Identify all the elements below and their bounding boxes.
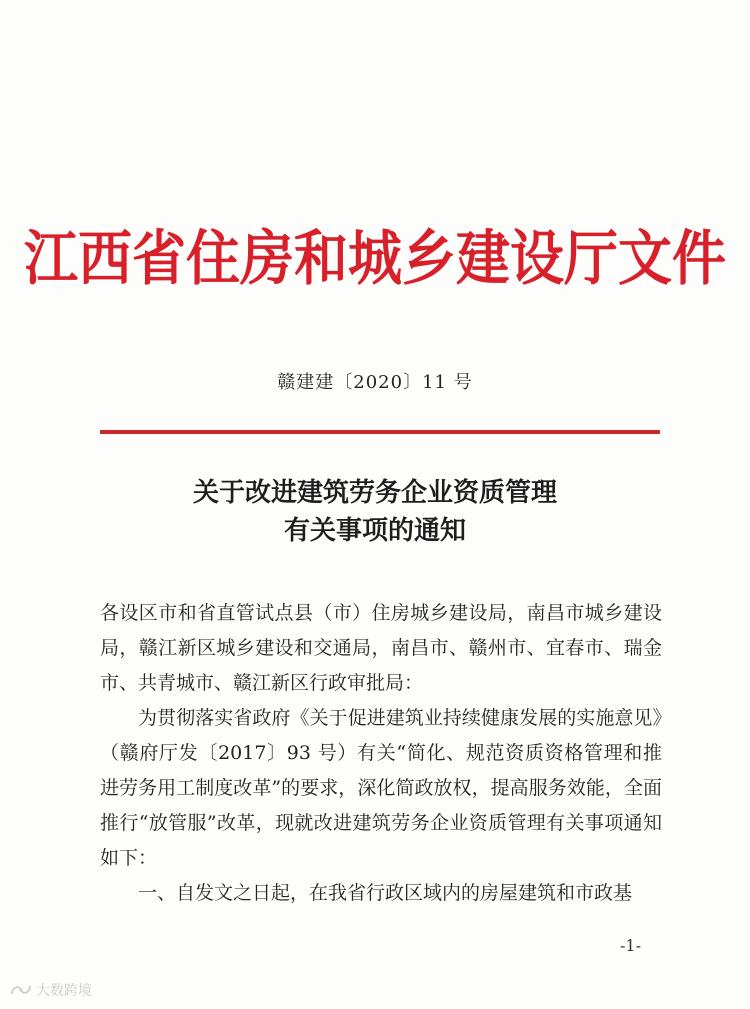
watermark xyxy=(10,980,92,1000)
notice-title xyxy=(0,474,750,550)
issuing-authority-title: 江西省住房和城乡建设厅文件 xyxy=(24,222,726,294)
watermark-logo-icon xyxy=(10,983,32,997)
notice-title-line-1: 关于改进建筑劳务企业资质管理 xyxy=(192,478,557,508)
addressees-paragraph: 各设区市和省直管试点县（市）住房城乡建设局，南昌市城乡建设局，赣江新区城乡建设和交通局，南昌市、赣州市、宜春市、瑞金市、共青城市、赣江新区行政审批局： xyxy=(100,602,662,694)
document-number: 赣建建〔2020〕11 号 xyxy=(277,372,473,393)
body-paragraph-1: 为贯彻落实省政府《关于促进建筑业持续健康发展的实施意见》（赣府厅发〔2017〕93 号）有关“简化、规范资质资格管理和推进劳务用工制度改革”的要求，深化简政放权，提高服务效能，全面推行“放管服”改革，现就改进建筑劳务企业资质管理有关事项通知如下： xyxy=(100,707,662,869)
red-divider-line xyxy=(100,430,660,434)
notice-body xyxy=(100,596,662,911)
body-paragraph-2: 一、自发文之日起，在我省行政区域内的房屋建筑和市政基 xyxy=(138,882,633,904)
notice-title-line-2: 有关事项的通知 xyxy=(283,516,466,546)
page-number: -1- xyxy=(620,936,641,955)
watermark-text: 大数跨境 xyxy=(36,983,92,999)
